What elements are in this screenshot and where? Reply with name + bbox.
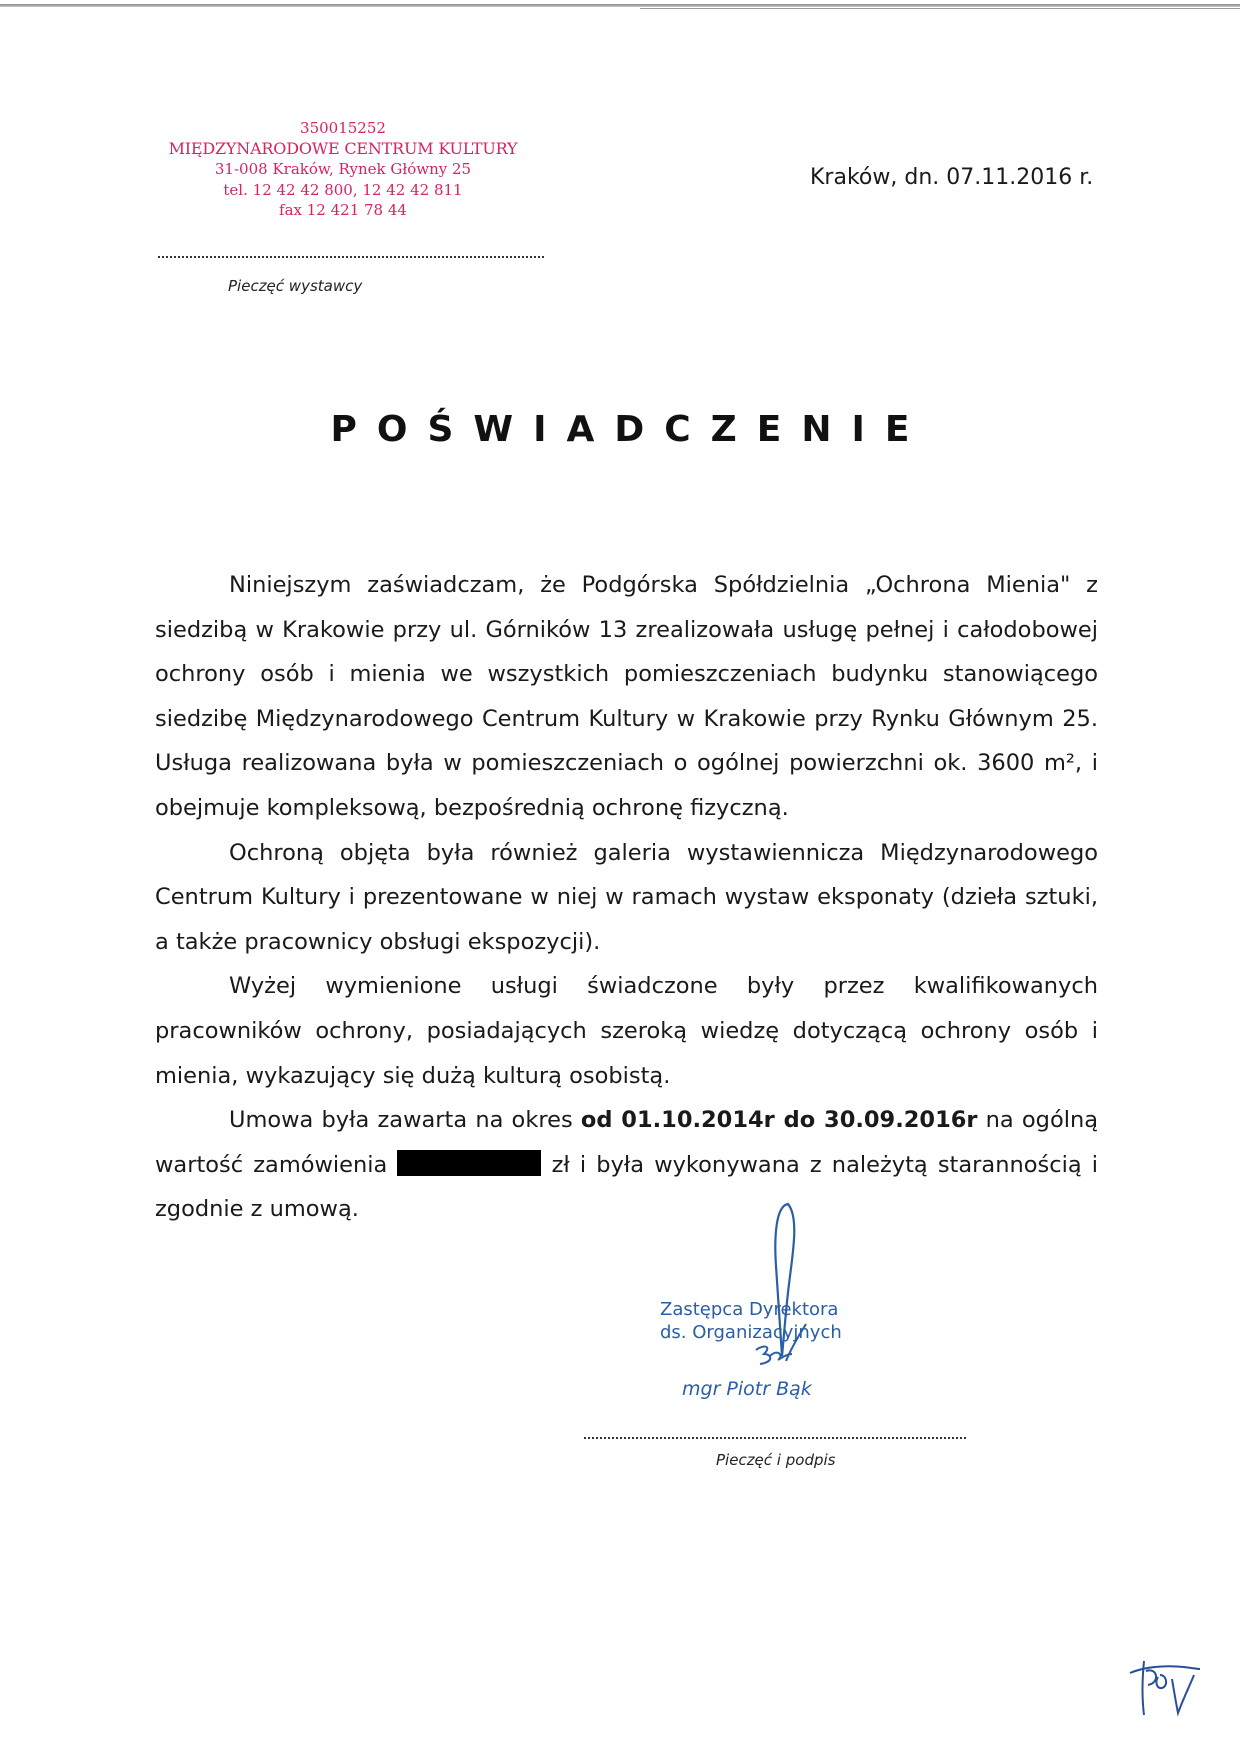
contract-text-b: na ogólną wartość zamówienia	[155, 1107, 1099, 1178]
signature-dotted-line	[584, 1437, 966, 1439]
document-title: POŚWIADCZENIE	[330, 409, 930, 450]
signatory-position	[660, 1298, 842, 1344]
issuer-stamp-dotted-line	[158, 256, 544, 258]
document-date: Kraków, dn. 07.11.2016 r.	[810, 165, 1094, 190]
redacted-amount	[397, 1150, 541, 1176]
scan-top-edge-line	[640, 8, 1240, 9]
page-initials-paraph	[1124, 1653, 1204, 1723]
handwritten-signature	[660, 1196, 860, 1386]
issuer-stamp-caption: Pieczęć wystawcy	[228, 277, 363, 295]
stamp-fax: fax 12 421 78 44	[279, 201, 407, 219]
paragraph-4	[155, 1098, 1098, 1232]
document-body	[155, 563, 1098, 1232]
paragraph-3: Wyżej wymienione usługi świadczone były przez kwalifikowanych pracowników ochrony, posiadających szeroką wiedzę dotyczącą ochrony osób i mienia, wykazujący się dużą kulturą osobistą.	[155, 973, 1098, 1089]
contract-text-c: zł i była wykonywana z należytą starannością i zgodnie z umową.	[155, 1151, 1098, 1223]
stamp-number: 350015252	[300, 119, 386, 137]
signatory-title-line-1: Zastępca Dyrektora	[660, 1299, 839, 1320]
institution-stamp	[168, 118, 518, 221]
stamp-address: 31-008 Kraków, Rynek Główny 25	[214, 160, 472, 178]
scan-top-edge	[0, 4, 1240, 7]
signature-caption: Pieczęć i podpis	[716, 1451, 836, 1469]
contract-text-a: Umowa była zawarta na okres	[229, 1107, 581, 1134]
signatory-name: mgr Piotr Bąk	[682, 1378, 812, 1400]
stamp-telephone: tel. 12 42 42 800, 12 42 42 811	[223, 180, 463, 199]
stamp-institution-name: MIĘDZYNARODOWE CENTRUM KULTURY	[168, 138, 518, 158]
paragraph-2: Ochroną objęta była również galeria wystawiennicza Międzynarodowego Centrum Kultury i prezentowane w niej w ramach wystaw eksponaty (dzieła sztuki, a także pracownicy obsługi ekspozycji).	[155, 839, 1098, 955]
signatory-title-line-2: ds. Organizacyjnych	[660, 1322, 842, 1343]
contract-period: od 01.10.2014r do 30.09.2016r	[580, 1107, 978, 1134]
paragraph-1: Niniejszym zaświadczam, że Podgórska Spółdzielnia „Ochrona Mienia" z siedzibą w Krakowie przy ul. Górników 13 zrealizowała usługę pełnej i całodobowej ochrony osób i mienia we wszystkich pomieszczeniach budynku stanowiącego siedzibę Międzynarodowego Centrum Kultury w Krakowie przy Rynku Głównym 25. Usługa realizowana była w pomieszczeniach o ogólnej powierzchni ok. 3600 m², i obejmuje kompleksową, bezpośrednią ochronę fizyczną.	[155, 572, 1098, 821]
